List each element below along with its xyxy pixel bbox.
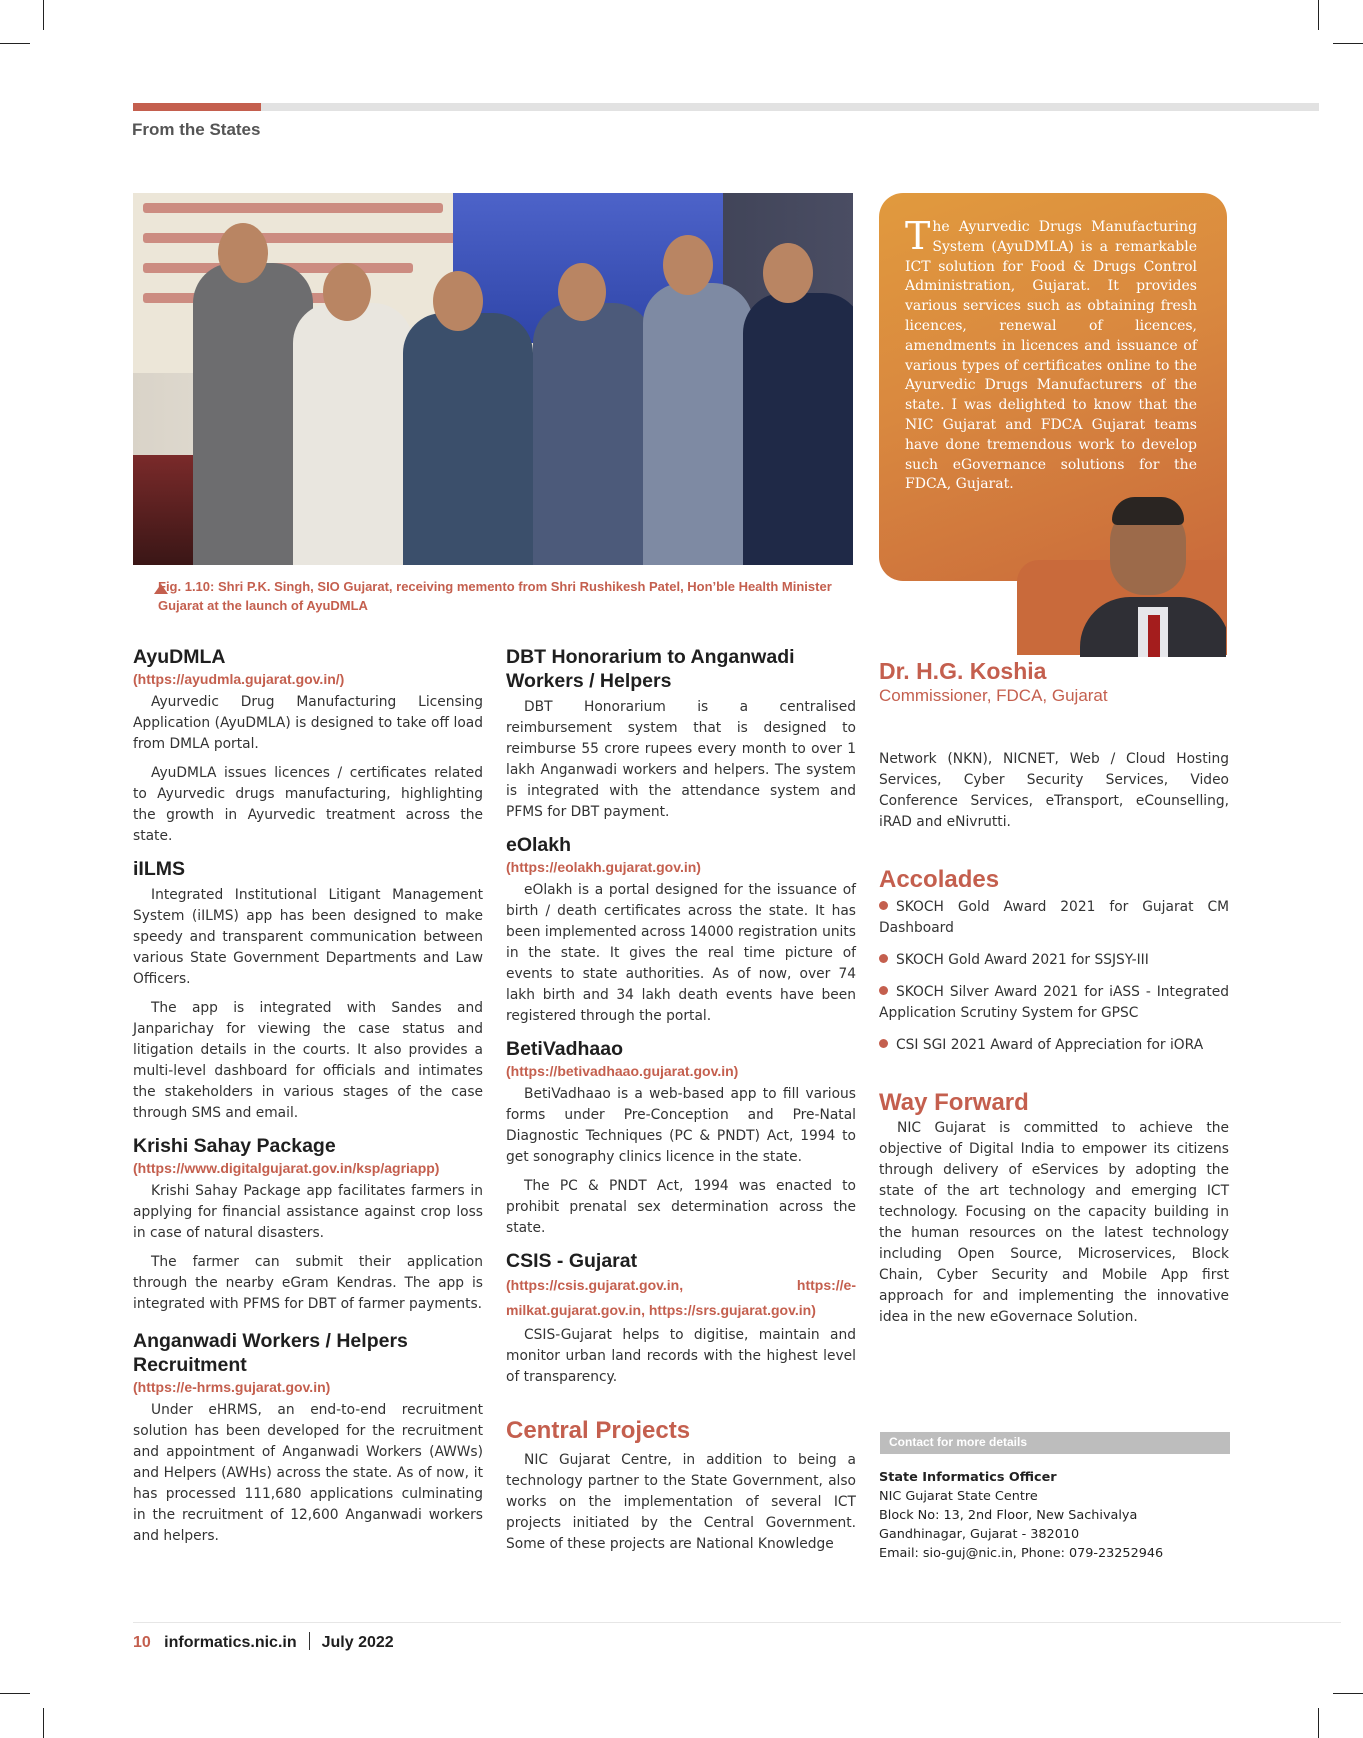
contact-title: State Informatics Officer [879, 1470, 1057, 1485]
quote-author-role: Commissioner, FDCA, Gujarat [879, 686, 1108, 705]
list-item: CSI SGI 2021 Award of Appreciation for iORA [879, 1035, 1229, 1056]
crop-mark [0, 43, 30, 44]
paragraph: NIC Gujarat Centre, in addition to being a technology partner to the State Government, also works on the implementation of several ICT projects initiated by the Central Government. Some of these projects are National Knowledge [506, 1452, 856, 1552]
header-rule-accent [133, 103, 261, 111]
bullet-icon [879, 986, 888, 995]
quote-author-name: Dr. H.G. Koshia [879, 658, 1047, 684]
paragraph: AyuDMLA issues licences / certificates related to Ayurvedic drugs manufacturing, highlighting the growth in Ayurvedic treatment across the state. [133, 765, 483, 844]
footer-issue: July 2022 [321, 1634, 394, 1651]
crop-mark [1333, 43, 1363, 44]
paragraph: Ayurvedic Drug Manufacturing Licensing Application (AyuDMLA) is designed to take off load from DMLA portal. [133, 694, 483, 752]
section-label: From the States [132, 120, 261, 139]
page-number: 10 [133, 1634, 151, 1651]
list-item: SKOCH Silver Award 2021 for iASS - Integrated Application Scrutiny System for GPSC [879, 984, 1229, 1021]
link-krishi-sahay[interactable]: (https://www.digitalgujarat.gov.in/ksp/agriapp) [133, 1160, 440, 1176]
heading-way-forward: Way Forward [879, 1089, 1029, 1116]
paragraph: Integrated Institutional Litigant Management System (iILMS) app has been designed to make speedy and transparent communication between various State Government Departments and Law Officers. [133, 887, 483, 987]
link-ehrms[interactable]: (https://e-hrms.gujarat.gov.in) [133, 1379, 331, 1395]
link-betivadhaao[interactable]: (https://betivadhaao.gujarat.gov.in) [506, 1063, 739, 1079]
column-3 [879, 745, 1229, 1328]
contact-bar [880, 1432, 1230, 1454]
heading-iilms: iILMS [133, 858, 185, 880]
portrait-photo [1070, 485, 1226, 657]
contact-line: Block No: 13, 2nd Floor, New Sachivalya [879, 1508, 1138, 1523]
paragraph: CSIS-Gujarat helps to digitise, maintain and monitor urban land records with the highest level of transparency. [506, 1327, 856, 1385]
paragraph: The farmer can submit their application through the nearby eGram Kendras. The app is integrated with PFMS for DBT of farmer payments. [133, 1254, 483, 1312]
bullet-icon [879, 901, 888, 910]
link-eolakh[interactable]: (https://eolakh.gujarat.gov.in) [506, 859, 701, 875]
contact-line: Email: sio-guj@nic.in, Phone: 079-23252946 [879, 1546, 1164, 1561]
contact-block [879, 1468, 1163, 1563]
crop-mark [43, 1708, 44, 1738]
paragraph: BetiVadhaao is a web-based app to fill various forms under Pre-Conception and Pre-Natal Diagnostic Techniques (PC & PNDT) Act, 1994 to get sonography clinics licence in the state. [506, 1086, 856, 1165]
paragraph: The PC & PNDT Act, 1994 was enacted to prohibit prenatal sex determination across the state. [506, 1178, 856, 1236]
crop-mark [43, 0, 44, 30]
bullet-icon [879, 954, 888, 963]
footer-separator [309, 1632, 310, 1650]
heading-anganwadi-recruitment: Anganwadi Workers / Helpers Recruitment [133, 1330, 408, 1376]
column-1 [133, 645, 483, 1547]
quote-text [905, 214, 1197, 495]
heading-betivadhaao: BetiVadhaao [506, 1038, 624, 1060]
header-rule [133, 103, 1319, 111]
crop-mark [1318, 0, 1319, 30]
crop-mark [0, 1693, 30, 1694]
bullet-icon [879, 1039, 888, 1048]
crop-mark [1333, 1693, 1363, 1694]
paragraph: eOlakh is a portal designed for the issuance of birth / death certificates across the state. It has been implemented across 14000 registration units in the state. It gives the real time picture of events to state authorities. As of now, over 74 lakh birth and 34 lakh death events have been registered through the portal. [506, 882, 856, 1024]
heading-csis: CSIS - Gujarat [506, 1250, 638, 1272]
link-ayudmla[interactable]: (https://ayudmla.gujarat.gov.in/) [133, 671, 345, 687]
paragraph: The app is integrated with Sandes and Janparichay for viewing the case status and litigation details in the courts. It also provides a multi-level dashboard for officials and intimates the stakeholders in various stages of the case through SMS and email. [133, 1000, 483, 1121]
heading-krishi-sahay: Krishi Sahay Package [133, 1135, 336, 1157]
paragraph: DBT Honorarium is a centralised reimbursement system that is designed to reimburse 55 crore rupees every month to over 1 lakh Anganwadi workers and helpers. The system is integrated with the attendance system and PFMS for DBT payment. [506, 699, 856, 820]
contact-bar-label: Contact for more details [889, 1435, 1028, 1449]
footer-site[interactable]: informatics.nic.in [164, 1634, 297, 1651]
column-2 [506, 645, 856, 1555]
list-item: SKOCH Gold Award 2021 for SSJSY-III [879, 950, 1229, 971]
link-csis[interactable]: (https://csis.gujarat.gov.in, https://e-milkat.gujarat.gov.in, https://srs.gujarat.gov.in) [506, 1277, 856, 1318]
paragraph: NIC Gujarat is committed to achieve the objective of Digital India to empower its citizens through delivery of eServices by adopting the state of the art technology and emerging ICT technology. Focusing on the capacity building in the human resources on the latest technology including Open Source, Microservices, Block Chain, Cyber Security and Mobile App first approach for and implementing the innovative idea in the new eGovernace Solution. [879, 1120, 1229, 1325]
footer [133, 1632, 394, 1652]
heading-ayudmla: AyuDMLA [133, 646, 226, 668]
list-item: SKOCH Gold Award 2021 for Gujarat CM Dashboard [879, 899, 1229, 936]
paragraph: Network (NKN), NICNET, Web / Cloud Hosting Services, Cyber Security Services, Video Conference Services, eTransport, eCounselling, iRAD and eNivrutti. [879, 751, 1229, 830]
event-photo [133, 193, 853, 565]
paragraph: Krishi Sahay Package app facilitates farmers in applying for financial assistance against crop loss in case of natural disasters. [133, 1183, 483, 1241]
quote-body: he Ayurvedic Drugs Manufacturing System (AyuDMLA) is a remarkable ICT solution for Food & Drugs Control Administration, Gujarat. It provides various services such as obtaining fresh licences, renewal of licences, amendments in licences and issuance of various types of certificates online to the Ayurvedic Drugs Manufacturers of the state. I was delighted to know that the NIC Gujarat and FDCA Gujarat teams have done tremendous work to develop such eGovernance solutions for the FDCA, Gujarat. [905, 219, 1197, 493]
figure-caption: Fig. 1.10: Shri P.K. Singh, SIO Gujarat, receiving memento from Shri Rushikesh Patel, Hon’ble Health Minister Gujarat at the launch of AyuDMLA [158, 579, 832, 613]
quote-drop-cap: T [905, 214, 931, 258]
contact-line: Gandhinagar, Gujarat - 382010 [879, 1527, 1080, 1542]
crop-mark [1318, 1708, 1319, 1738]
footer-rule [133, 1622, 1341, 1623]
paragraph: Under eHRMS, an end-to-end recruitment solution has been developed for the recruitment and appointment of Anganwadi Workers (AWWs) and Helpers (AWHs) across the state. As of now, it has processed 111,680 applications culminating in the recruitment of 12,600 Anganwadi workers and helpers. [133, 1402, 483, 1544]
heading-dbt-honorarium: DBT Honorarium to Anganwadi Workers / Helpers [506, 646, 795, 692]
heading-central-projects: Central Projects [506, 1417, 691, 1444]
heading-eolakh: eOlakh [506, 834, 572, 856]
contact-line: NIC Gujarat State Centre [879, 1489, 1038, 1504]
heading-accolades: Accolades [879, 866, 1000, 893]
